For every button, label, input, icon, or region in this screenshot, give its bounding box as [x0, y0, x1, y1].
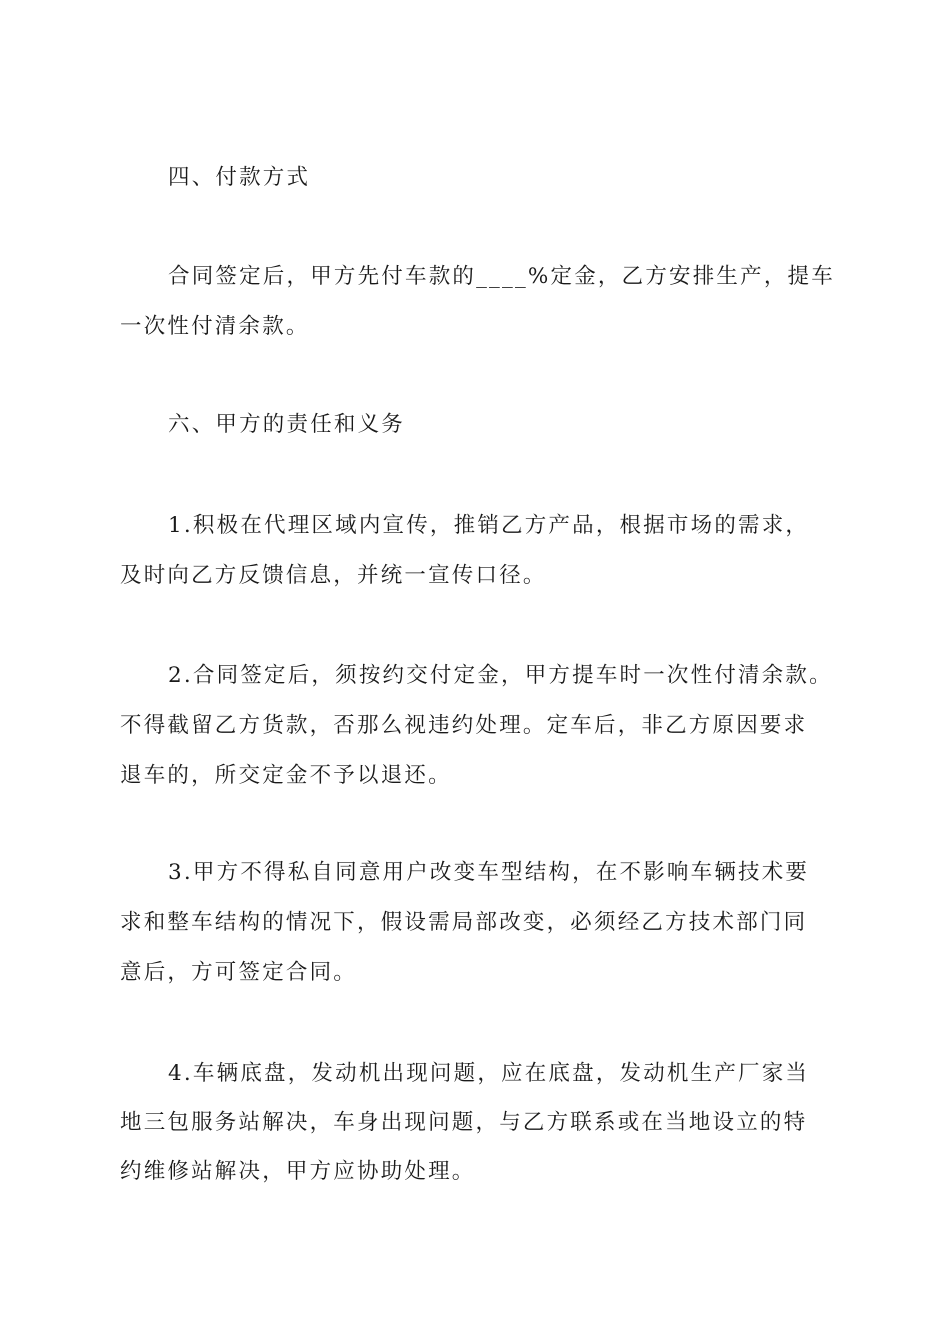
- clause-4-line-2: 地三包服务站解决，车身出现问题，与乙方联系或在当地设立的特: [120, 1110, 808, 1135]
- clause-3-line-1: 3.甲方不得私自同意用户改变车型结构，在不影响车辆技术要: [168, 860, 810, 885]
- clause-3-line-2: 求和整车结构的情况下，假设需局部改变，必须经乙方技术部门同: [120, 910, 808, 935]
- clause-1-line-1: 1.积极在代理区域内宣传，推销乙方产品，根据市场的需求，: [168, 513, 810, 538]
- paragraph-payment-line-1: 合同签定后，甲方先付车款的____%定金，乙方安排生产，提车: [168, 264, 835, 289]
- clause-2-line-3: 退车的，所交定金不予以退还。: [120, 763, 452, 788]
- section-heading-payment-method: 四、付款方式: [168, 165, 311, 190]
- clause-4-line-1: 4.车辆底盘，发动机出现问题，应在底盘，发动机生产厂家当: [168, 1061, 810, 1086]
- clause-1-line-2: 及时向乙方反馈信息，并统一宣传口径。: [120, 563, 547, 588]
- clause-4-line-3: 约维修站解决，甲方应协助处理。: [120, 1159, 476, 1184]
- paragraph-payment-line-2: 一次性付清余款。: [120, 314, 310, 339]
- section-heading-party-a-duties: 六、甲方的责任和义务: [168, 412, 406, 437]
- clause-2-line-1: 2.合同签定后，须按约交付定金，甲方提车时一次性付清余款。: [168, 663, 833, 688]
- clause-3-line-3: 意后，方可签定合同。: [120, 960, 358, 985]
- clause-2-line-2: 不得截留乙方货款，否那么视违约处理。定车后，非乙方原因要求: [120, 713, 808, 738]
